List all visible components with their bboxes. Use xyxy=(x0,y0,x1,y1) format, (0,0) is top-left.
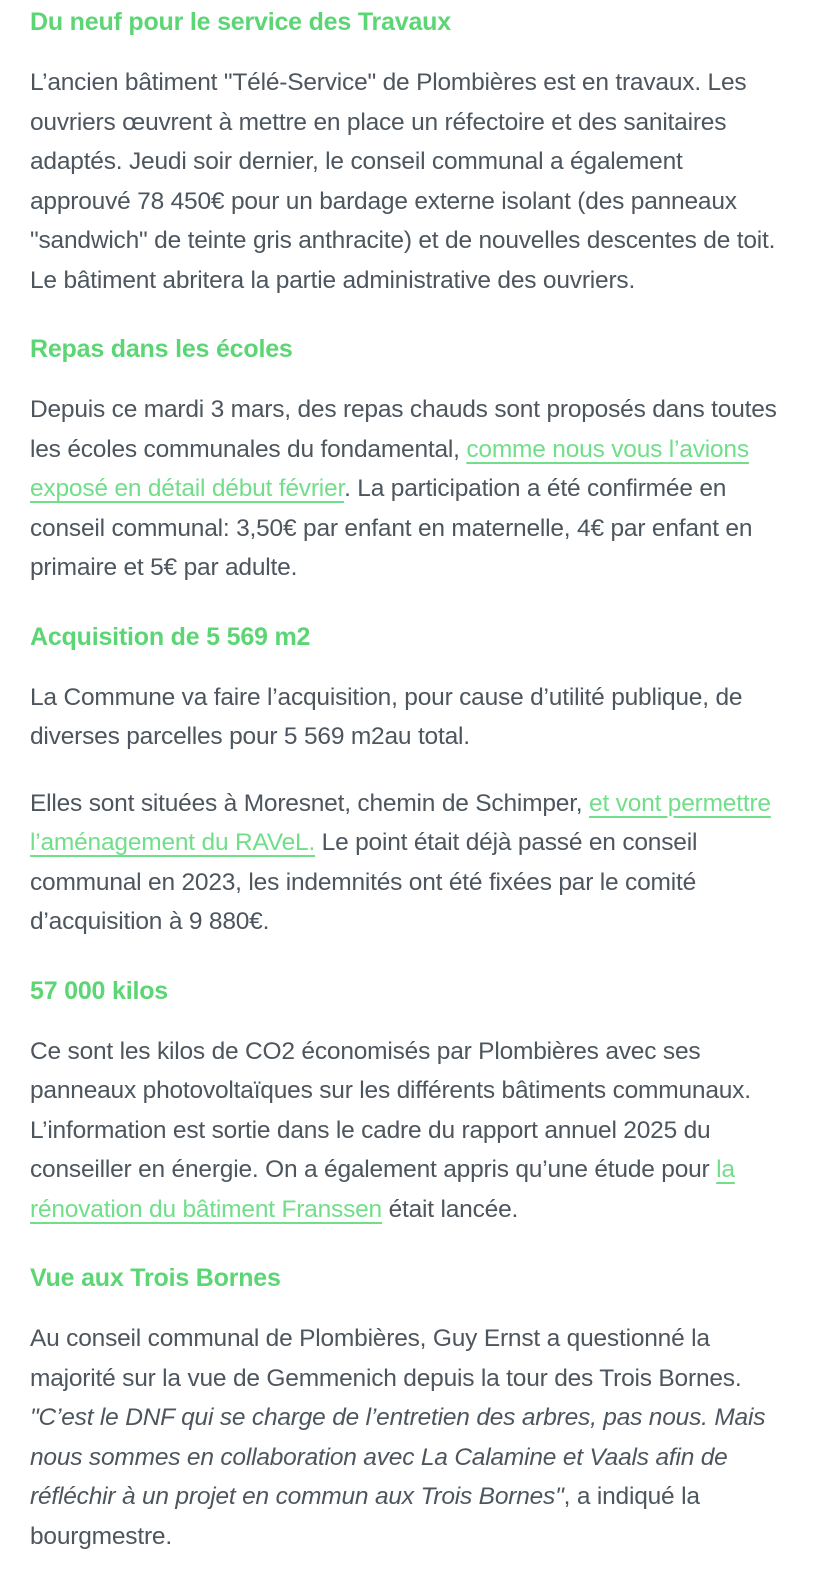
text-run: Au conseil communal de Plombières, Guy Ernst a questionné la majorité sur la vue de Gemmenich depuis la tour des Trois Bornes. xyxy=(30,1325,742,1392)
section-heading: Vue aux Trois Bornes xyxy=(30,1264,281,1292)
text-run: Elles sont situées à Moresnet, chemin de Schimper, xyxy=(30,789,590,817)
article-section xyxy=(30,1262,789,1556)
article-section xyxy=(30,6,789,300)
article-section xyxy=(30,975,789,1230)
article-section xyxy=(30,333,789,588)
inline-link[interactable]: comme nous vous l’avions exposé en détail début février xyxy=(30,435,749,502)
section-heading: Du neuf pour le service des Travaux xyxy=(30,8,451,36)
section-heading: Repas dans les écoles xyxy=(30,335,293,363)
paragraph xyxy=(30,63,789,300)
paragraph xyxy=(30,678,789,757)
paragraph xyxy=(30,784,789,942)
text-run: La Commune va faire l’acquisition, pour cause d’utilité publique, de diverses parcelles pour 5 569 m2au total. xyxy=(30,683,743,750)
paragraph xyxy=(30,390,789,588)
section-heading: 57 000 kilos xyxy=(30,976,168,1005)
text-run: L’ancien bâtiment "Télé-Service" de Plombières est en travaux. Les ouvriers œuvrent à mettre en place un réfectoire et des sanitaires adaptés. Jeudi soir dernier, le conseil communal a également approuvé 78 450€ pour un bardage externe isolant (des panneaux "sandwich" de teinte gris anthracite) et de nouvelles descentes de toit. Le bâtiment abritera la partie administrative des ouvriers. xyxy=(30,69,776,294)
section-heading: Acquisition de 5 569 m2 xyxy=(30,622,311,651)
quote-text: "C’est le DNF qui se charge de l’entretien des arbres, pas nous. Mais nous sommes en collaboration avec La Calamine et Vaals afin de réfléchir à un projet en commun aux Trois Bornes" xyxy=(30,1404,766,1510)
text-run: était lancée. xyxy=(381,1195,519,1223)
text-run: Ce sont les kilos de CO2 économisés par Plombières avec ses panneaux photovoltaïques sur les différents bâtiments communaux. L’information est sortie dans le cadre du rapport annuel 2025 du conseiller en énergie. On a également appris qu’une étude pour xyxy=(30,1037,751,1183)
text-run: Le point était déjà passé en conseil communal en 2023, les indemnités ont été fixées par le comité d’acquisition à 9 880€. xyxy=(30,829,698,935)
inline-link[interactable]: et vont permettre l’aménagement du RAVeL. xyxy=(30,789,771,856)
text-run: Depuis ce mardi 3 mars, des repas chauds sont proposés dans toutes les écoles communales du fondamental, xyxy=(30,396,777,463)
paragraph xyxy=(30,1319,789,1556)
paragraph xyxy=(30,1032,789,1230)
text-run: , a indiqué la bourgmestre. xyxy=(30,1483,700,1550)
inline-link[interactable]: la rénovation du bâtiment Franssen xyxy=(30,1156,735,1223)
article-section xyxy=(30,621,789,942)
text-run: . La participation a été confirmée en conseil communal: 3,50€ par enfant en maternelle, 4€ par enfant en primaire et 5€ par adulte. xyxy=(30,475,753,581)
